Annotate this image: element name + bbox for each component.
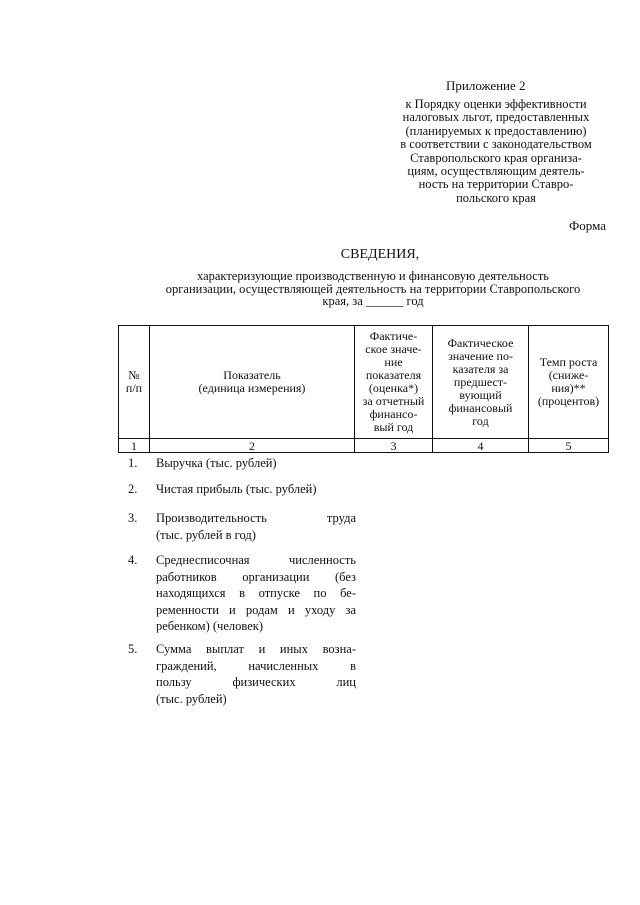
row-number: 2.	[128, 482, 138, 496]
appendix-ref-line: (планируемых к предоставлению)	[405, 123, 587, 138]
form-label: Форма	[569, 218, 606, 233]
row-number: 1.	[128, 456, 138, 470]
column-header-indicator: Показатель (единица измерения)	[150, 326, 355, 439]
row-label: Среднесписочная численность работников организации (без находящихся в отпуске по бе- ременности и родам и уходу за ребенком) (человек)	[156, 553, 356, 633]
appendix-ref-line: польского края	[456, 190, 536, 205]
row-label: Производительность труда (тыс. рублей в год)	[156, 511, 356, 542]
row-number: 4.	[128, 553, 138, 567]
appendix-ref-line: к Порядку оценки эффективности	[405, 97, 587, 111]
indicators-table	[118, 325, 609, 453]
appendix-ref-line: ность на территории Ставро-	[418, 177, 574, 192]
row-label: Чистая прибыль (тыс. рублей)	[156, 482, 317, 496]
column-number: 2	[150, 439, 355, 453]
column-header-number: № п/п	[119, 326, 150, 439]
column-number: 1	[119, 439, 150, 453]
column-header-previous-value: Фактическое значение по- казателя за предшест- вующий финансовый год	[433, 326, 529, 439]
column-number: 5	[529, 439, 609, 453]
row-number: 5.	[128, 642, 138, 656]
column-header-growth-rate: Темп роста (сниже- ния)** (процентов)	[529, 326, 609, 439]
column-number: 3	[355, 439, 433, 453]
subtitle-line: края, за ______ год	[322, 294, 424, 308]
column-number-row	[119, 439, 609, 453]
appendix-title: Приложение 2	[446, 78, 526, 93]
row-number: 3.	[128, 511, 138, 525]
appendix-ref-line: Ставропольского края организа-	[410, 150, 582, 165]
appendix-ref-line: налоговых льгот, предоставленных	[402, 110, 590, 125]
column-header-actual-value: Фактиче- ское значе- ние показателя (оценка*) за отчетный финансо- вый год	[355, 326, 433, 439]
appendix-ref-line: в соответствии с законодательством	[400, 137, 592, 152]
row-label: Сумма выплат и иных возна- граждений, начисленных в пользу физических лиц (тыс. рублей)	[156, 642, 356, 706]
appendix-reference	[370, 98, 622, 205]
column-number: 4	[433, 439, 529, 453]
table-header-row	[119, 326, 609, 439]
document-title: СВЕДЕНИЯ,	[340, 247, 420, 262]
subtitle-line: характеризующие производственную и финансовую деятельность	[197, 269, 549, 283]
document-subtitle	[118, 270, 628, 308]
appendix-ref-line: циям, осуществляющим деятель-	[407, 164, 585, 179]
subtitle-line: организации, осуществляющей деятельность на территории Ставропольского	[165, 281, 581, 296]
row-label: Выручка (тыс. рублей)	[156, 456, 277, 470]
